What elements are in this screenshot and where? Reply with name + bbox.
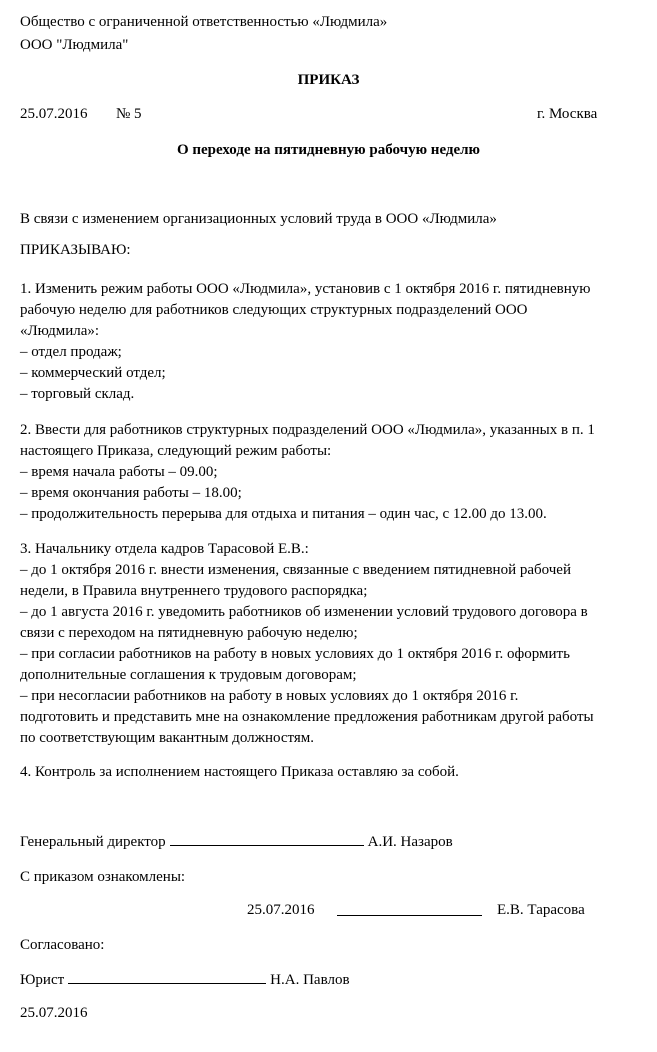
- item-2-line: – время окончания работы – 18.00;: [20, 485, 242, 501]
- acquainted-signature-line: [337, 901, 482, 916]
- item-1-line: – отдел продаж;: [20, 344, 122, 360]
- order-number: № 5: [116, 106, 142, 122]
- acquainted-label: С приказом ознакомлены:: [20, 869, 186, 885]
- item-1-line: «Людмила»:: [20, 323, 100, 339]
- item-1-line: 1. Изменить режим работы ООО «Людмила», установив с 1 октября 2016 г. пятидневную: [20, 281, 591, 297]
- order-city: г. Москва: [537, 106, 598, 122]
- document-title: ПРИКАЗ: [297, 72, 360, 88]
- lawyer-signature-row: [20, 969, 350, 990]
- item-1-line: рабочую неделю для работников следующих структурных подразделений ООО: [20, 302, 528, 318]
- item-3-line: – при несогласии работников на работу в новых условиях до 1 октября 2016 г.: [20, 688, 519, 704]
- item-3-line: 3. Начальнику отдела кадров Тарасовой Е.В.:: [20, 541, 309, 557]
- final-date: 25.07.2016: [20, 1005, 88, 1021]
- lawyer-name: Н.А. Павлов: [270, 972, 350, 988]
- order-word: ПРИКАЗЫВАЮ:: [20, 242, 131, 258]
- director-signature-row: [20, 831, 453, 852]
- item-3-line: – при согласии работников на работу в новых условиях до 1 октября 2016 г. оформить: [20, 646, 570, 662]
- lawyer-signature-line: [68, 969, 266, 984]
- item-1-line: – торговый склад.: [20, 386, 135, 402]
- item-3-line: по соответствующим вакантным должностям.: [20, 730, 315, 746]
- acquainted-name: Е.В. Тарасова: [497, 902, 585, 918]
- item-4: 4. Контроль за исполнением настоящего Приказа оставляю за собой.: [20, 764, 459, 780]
- lawyer-label: Юрист: [20, 972, 65, 988]
- company-short-name: ООО "Людмила": [20, 37, 129, 53]
- approved-label: Согласовано:: [20, 937, 105, 953]
- acquainted-date: 25.07.2016: [247, 902, 315, 918]
- item-3-line: – до 1 августа 2016 г. уведомить работников об изменении условий трудового договора в: [20, 604, 588, 620]
- order-date: 25.07.2016: [20, 106, 88, 122]
- intro-text: В связи с изменением организационных условий труда в ООО «Людмила»: [20, 211, 497, 227]
- director-name: А.И. Назаров: [367, 834, 453, 850]
- item-2-line: 2. Ввести для работников структурных подразделений ООО «Людмила», указанных в п. 1: [20, 422, 595, 438]
- item-2-line: настоящего Приказа, следующий режим работы:: [20, 443, 332, 459]
- item-2-line: – продолжительность перерыва для отдыха и питания – один час, с 12.00 до 13.00.: [20, 506, 547, 522]
- order-subject: О переходе на пятидневную рабочую неделю: [176, 142, 481, 158]
- company-full-name: Общество с ограниченной ответственностью «Людмила»: [20, 14, 388, 30]
- item-2-line: – время начала работы – 09.00;: [20, 464, 218, 480]
- director-signature-line: [170, 831, 364, 846]
- item-3-line: дополнительные соглашения к трудовым договорам;: [20, 667, 357, 683]
- item-3-line: подготовить и представить мне на ознакомление предложения работникам другой работы: [20, 709, 594, 725]
- item-1-line: – коммерческий отдел;: [20, 365, 166, 381]
- director-label: Генеральный директор: [20, 834, 166, 850]
- item-3-line: связи с переходом на пятидневную рабочую неделю;: [20, 625, 358, 641]
- item-3-line: – до 1 октября 2016 г. внести изменения, связанные с введением пятидневной рабочей: [20, 562, 571, 578]
- item-3-line: недели, в Правила внутреннего трудового распорядка;: [20, 583, 368, 599]
